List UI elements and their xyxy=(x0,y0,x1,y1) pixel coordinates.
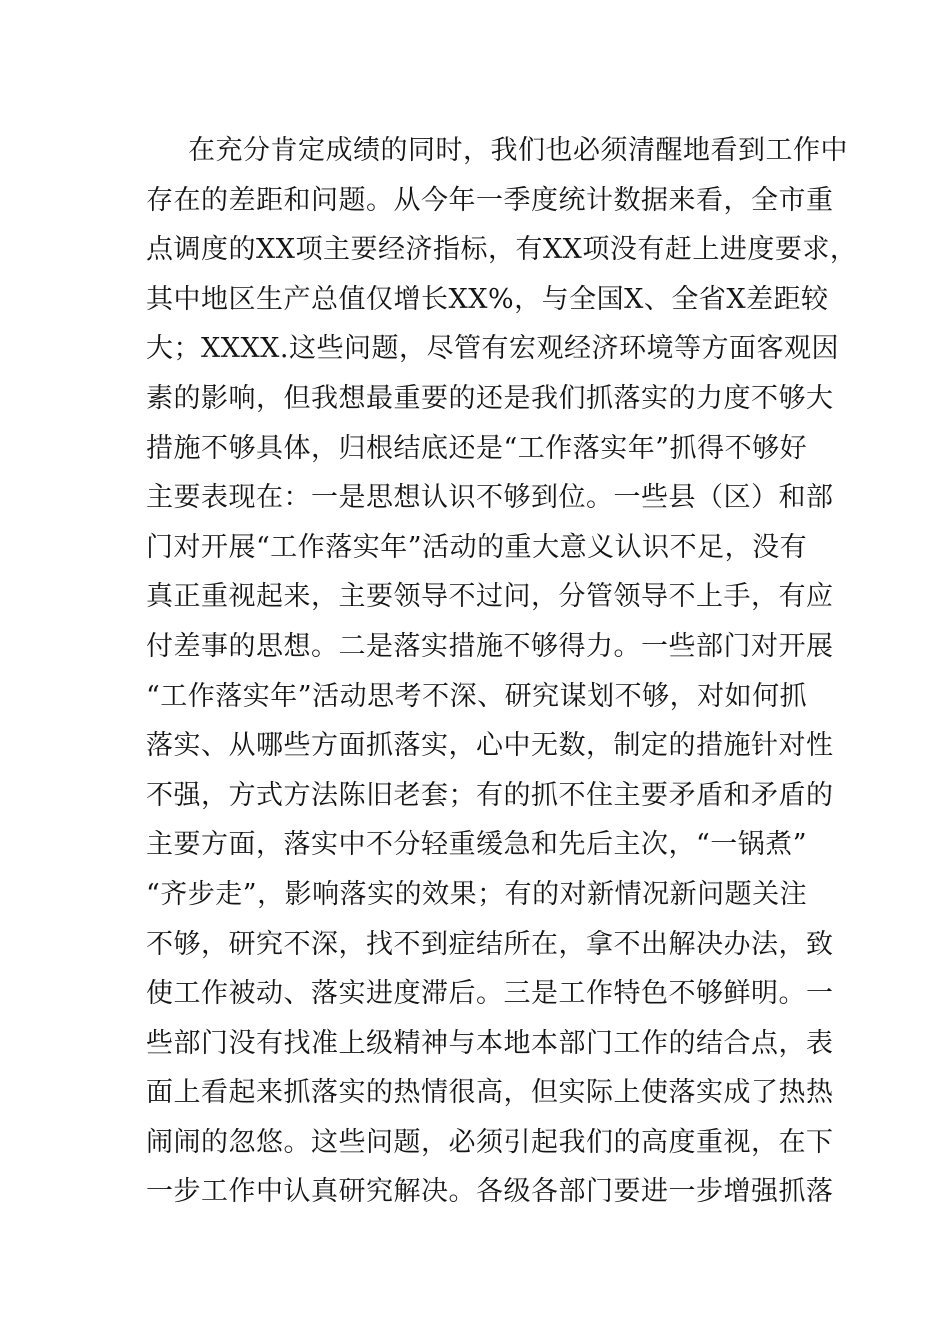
text-line: 不够，研究不深，找不到症结所在，拿不出解决办法，致 xyxy=(146,928,834,960)
text-line: 主要方面，落实中不分轻重缓急和先后主次，“一锅煮” xyxy=(146,829,808,861)
text-line: 点调度的XX项主要经济指标，有XX项没有赶上进度要求， xyxy=(146,234,858,266)
text-line: 存在的差距和问题。从今年一季度统计数据来看，全市重 xyxy=(146,184,834,216)
text-line: 门对开展“工作落实年”活动的重大意义认识不足，没有 xyxy=(146,531,808,563)
text-line: 素的影响，但我想最重要的还是我们抓落实的力度不够大 xyxy=(146,382,834,414)
text-line: 闹闹的忽悠。这些问题，必须引起我们的高度重视，在下 xyxy=(146,1126,834,1158)
text-line: 些部门没有找准上级精神与本地本部门工作的结合点，表 xyxy=(146,1027,834,1059)
text-line: 在充分肯定成绩的同时，我们也必须清醒地看到工作中 xyxy=(188,135,848,166)
text-line: 一步工作中认真研究解决。各级各部门要进一步增强抓落 xyxy=(146,1176,834,1208)
text-line: 措施不够具体，归根结底还是“工作落实年”抓得不够好 xyxy=(146,432,808,464)
text-line: 其中地区生产总值仅增长XX%，与全国X、全省X差距较 xyxy=(146,283,829,315)
text-line: “工作落实年”活动思考不深、研究谋划不够，对如何抓 xyxy=(146,680,808,712)
text-line: 付差事的思想。二是落实措施不够得力。一些部门对开展 xyxy=(146,630,834,662)
text-line: 面上看起来抓落实的热情很高，但实际上使落实成了热热 xyxy=(146,1077,834,1109)
text-line: 大；XXXX.这些问题，尽管有宏观经济环境等方面客观因 xyxy=(146,333,839,365)
text-line: 不强，方式方法陈旧老套；有的抓不住主要矛盾和矛盾的 xyxy=(146,779,834,811)
text-line: “齐步走”，影响落实的效果；有的对新情况新问题关注 xyxy=(146,878,808,910)
text-line: 真正重视起来，主要领导不过问，分管领导不上手，有应 xyxy=(146,581,834,613)
text-line: 主要表现在：一是思想认识不够到位。一些县（区）和部 xyxy=(146,482,834,514)
text-line: 落实、从哪些方面抓落实，心中无数，制定的措施针对性 xyxy=(146,730,834,762)
text-line: 使工作被动、落实进度滞后。三是工作特色不够鲜明。一 xyxy=(146,978,834,1010)
body-paragraph xyxy=(146,126,858,1217)
